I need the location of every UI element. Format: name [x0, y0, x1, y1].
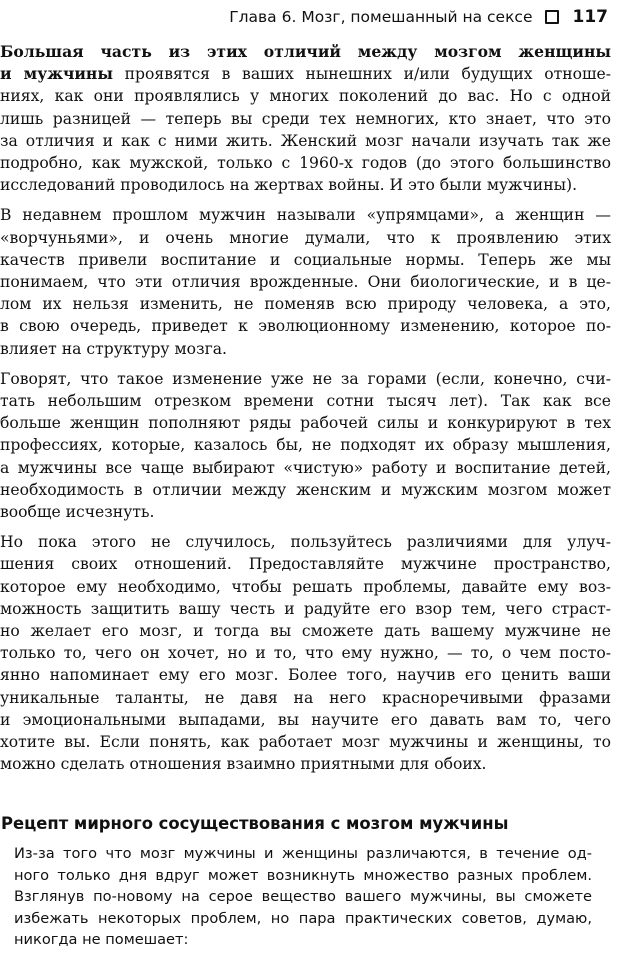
text-line: необходимость в отличии между женским и мужским мозгом может — [0, 480, 611, 499]
bold-lead-continued: и мужчины — [0, 64, 113, 84]
text-line: шения своих отношений. Предоставляйте мужчине пространство, — [0, 555, 611, 574]
text-line: тать небольшим отрезком времени сотни тысяч лет). Так как все — [0, 392, 611, 411]
text-line: за отличия и как с ними жить. Женский мозг начали изучать так же — [0, 131, 611, 150]
section-heading: Рецепт мирного сосуществования с мозгом мужчины — [1, 814, 509, 833]
body-text — [0, 41, 611, 784]
text-line — [0, 41, 611, 63]
text-line: только то, чего он хочет, но и то, что ему нужно, — то, о чем посто- — [0, 644, 611, 663]
bold-lead: Большая часть из этих отличий между мозгом женщины — [0, 42, 611, 61]
chapter-title: Глава 6. Мозг, помешанный на сексе — [229, 8, 533, 26]
text-line: янно напоминает ему его мозг. Более того, научив его ценить ваши — [0, 666, 611, 685]
text-line: но желает его мозг, и тогда вы сможете дать вашему мужчине не — [0, 622, 611, 641]
text-line: в свою очередь, приведет к эволюционному изменению, которое по- — [0, 317, 611, 336]
text-line: исследований проводилось на жертвах войны. И это были мужчины). — [0, 176, 578, 195]
page-number: 117 — [572, 7, 608, 27]
text-line: Но пока этого не случилось, пользуйтесь различиями для улуч- — [0, 533, 611, 552]
sidebar-line: Из-за того что мозг мужчины и женщины различаются, в течение од- — [14, 845, 592, 862]
text-line: «ворчуньями», и очень многие думали, что к проявлению этих — [0, 228, 611, 247]
text-line: лишь разницей — теперь вы среди тех немногих, кто знает, что это — [0, 109, 611, 128]
text-line: можность защитить вашу честь и радуйте его взор тем, чего страст- — [0, 599, 611, 618]
text-line: уникальные таланты, не давя на него красноречивыми фразами — [0, 688, 611, 707]
text-line: можно сделать отношения взаимно приятными для обоих. — [0, 755, 487, 774]
text-line: Говорят, что такое изменение уже не за горами (если, конечно, счи- — [0, 369, 611, 388]
sidebar-line: никогда не помешает: — [14, 931, 189, 949]
text-line: а мужчины все чаще выбирают «чистую» работу и воспитание детей, — [0, 458, 611, 477]
running-header — [229, 2, 608, 32]
hollow-square-icon — [545, 10, 559, 24]
text-line: подробно, как мужской, только с 1960-х годов (до этого большинство — [0, 154, 611, 173]
text-line-rest: проявятся в ваших нынешних и/или будущих отноше- — [112, 65, 611, 84]
paragraph-1 — [0, 41, 611, 196]
text-line: влияет на структуру мозга. — [0, 339, 228, 358]
text-line — [0, 63, 611, 85]
sidebar-line: избежать некоторых проблем, но пара практических советов, думаю, — [14, 909, 592, 927]
sidebar-line: ного только дня вдруг может возникнуть множество разных проблем. — [14, 866, 592, 884]
sidebar-line: Взглянув по-новому на серое вещество вашего мужчины, вы сможете — [14, 888, 592, 906]
text-line: вообще исчезнуть. — [0, 503, 155, 522]
text-line: хотите вы. Если понять, как работает мозг мужчины и женщины, то — [0, 733, 611, 752]
text-line: больше женщин пополняют ряды рабочей силы и конкурируют в тех — [0, 414, 611, 433]
paragraph-2 — [0, 204, 611, 359]
paragraph-4 — [0, 531, 611, 775]
text-line: лом их нельзя изменить, не поменяв всю природу человека, а это, — [0, 295, 611, 314]
text-line: качеств привели воспитание и социальные нормы. Теперь же мы — [0, 250, 611, 269]
text-line: и эмоциональными выпадами, вы научите его давать вам то, чего — [0, 710, 611, 729]
text-line: понимаем, что эти отличия врожденные. Они биологические, и в це- — [0, 273, 611, 292]
text-line: которое ему необходимо, чтобы решать проблемы, давайте ему воз- — [0, 577, 611, 596]
sidebar-text — [14, 843, 592, 951]
text-line: В недавнем прошлом мужчин называли «упрямцами», а женщин — — [0, 206, 611, 225]
paragraph-3 — [0, 368, 611, 523]
text-line: профессиях, которые, казалось бы, не подходят их образу мышления, — [0, 436, 611, 455]
text-line: ниях, как они проявлялись у многих поколений до вас. Но с одной — [0, 87, 611, 106]
